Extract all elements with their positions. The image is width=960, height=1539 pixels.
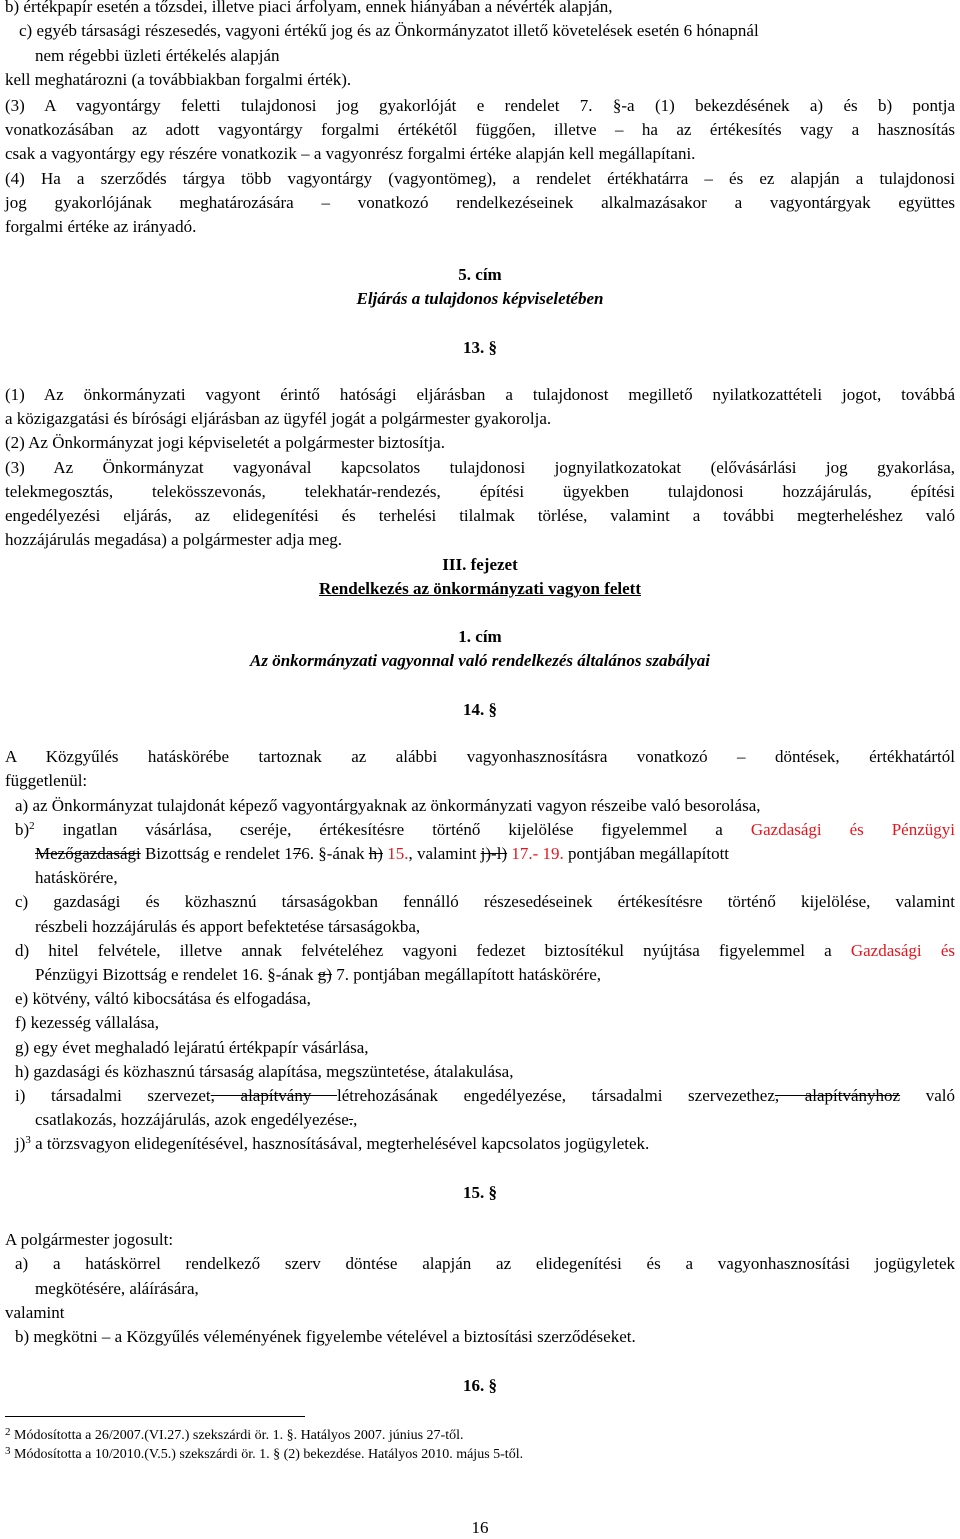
s14-item-g: g) egy évet meghaladó lejáratú értékpapír vásárlása, — [15, 1038, 369, 1057]
s15-item-a-line2: megkötésére, aláírására, — [35, 1279, 199, 1298]
s14-item-b-line3: hatáskörére, — [35, 868, 118, 887]
page-number: 16 — [471, 1518, 489, 1537]
s14-item-b-text: ingatlan vásárlása, cseréje, értékesítésre történő kijelölése figyelemmel a — [34, 820, 751, 839]
market-value-def: kell meghatározni (a továbbiakban forgalmi érték). — [5, 70, 352, 89]
s14-intro-line1: A Közgyűlés hatáskörébe tartoznak az alábbi vagyonhasznosításra vonatkozó – döntések, értékhatártól — [5, 747, 955, 766]
para-3-line1: (3) A vagyontárgy feletti tulajdonosi jog gyakorlóját e rendelet 7. §-a (1) bekezdésének a) és b) pontja — [5, 96, 955, 115]
s15-intro: A polgármester jogosult: — [5, 1230, 174, 1249]
s14-item-f: f) kezesség vállalása, — [15, 1013, 159, 1032]
s14-item-d-line1 — [15, 940, 955, 962]
chapter-3-name: Rendelkezés az önkormányzati vagyon felett — [318, 579, 641, 598]
footnote-ref-3[interactable]: 3 — [25, 1134, 31, 1146]
para-c-value: c) egyéb társasági részesedés, vagyoni értékű jog és az Önkormányzatot illető követelések esetén 6 hónapnál — [19, 21, 759, 40]
s14-item-b-line2 — [35, 843, 729, 865]
s14-item-i-text2: létrehozásának engedélyezése, társadalmi szervezethez — [336, 1086, 775, 1105]
s14-item-d-strike-g: g) — [317, 965, 332, 984]
section-15-heading: 15. § — [463, 1183, 497, 1202]
s14-item-b-committee-old: Mezőgazdasági — [35, 844, 141, 863]
s14-item-d-committee-new: Gazdasági és — [850, 941, 955, 960]
s13-p2: (2) Az Önkormányzat jogi képviseletét a polgármester biztosítja. — [5, 433, 445, 452]
s13-p3-line4: hozzájárulás megadása) a polgármester adja meg. — [5, 530, 343, 549]
section-14-heading: 14. § — [463, 700, 497, 719]
s14-item-d-text3: 7. pontjában megállapított hatáskörére, — [331, 965, 602, 984]
s13-p3-line2: telekmegosztás, telekösszevonás, telekhatár-rendezés, építési ügyekben tulajdonosi hozzájárulás, építési — [5, 482, 955, 501]
para-4-line1: (4) Ha a szerződés tárgya több vagyontárgy (vagyontömeg), a rendelet értékhatárra – és ez alapján a tulajdonosi — [5, 169, 955, 188]
s13-p1-line1: (1) Az önkormányzati vagyont érintő hatósági eljárásban a tulajdonost megillető nyilatkozattételi jogot, továbbá — [5, 385, 955, 404]
footnote-separator — [5, 1416, 305, 1417]
s14-item-b-text5: pontjában megállapított — [563, 844, 730, 863]
title-5-number: 5. cím — [458, 265, 502, 284]
s14-item-i-text: i) társadalmi szervezet — [15, 1086, 211, 1105]
s14-item-i-strike-2: , alapítványhoz — [774, 1086, 901, 1105]
title-1-number: 1. cím — [458, 627, 502, 646]
s14-item-b-strike-jl: j)-l) — [480, 844, 508, 863]
s14-item-i-strike-1: , alapítvány — [210, 1086, 337, 1105]
s14-item-b-text4: , valamint — [408, 844, 481, 863]
s14-item-h: h) gazdasági és közhasznú társaság alapítása, megszüntetése, átalakulása, — [15, 1062, 514, 1081]
s14-item-i-line2 — [35, 1109, 357, 1131]
s14-item-d-text2: Pénzügyi Bizottság e rendelet 16. §-ának — [35, 965, 318, 984]
footnote-3-text: Módosította a 10/2010.(V.5.) szekszárdi ör. 1. § (2) bekezdése. Hatályos 2010. május 5-től. — [10, 1447, 524, 1462]
footnote-2-number: 2 — [5, 1426, 11, 1438]
s13-p3-line1: (3) Az Önkormányzat vagyonával kapcsolatos tulajdonosi jognyilatkozatokat (elővásárlási jog gyakorlása, — [5, 458, 955, 477]
s14-item-d-line2 — [35, 964, 601, 986]
s14-item-i-strike-3: . — [348, 1110, 354, 1129]
s14-item-d-text: d) hitel felvétele, illetve annak felvételéhez vagyoni fedezet biztosítékul nyújtása figyelemmel a — [15, 941, 851, 960]
para-4-line3: forgalmi értéke az irányadó. — [5, 217, 197, 236]
s14-item-j — [15, 1133, 649, 1155]
s14-item-b-text3: 6. §-ának — [301, 844, 369, 863]
s14-item-a: a) az Önkormányzat tulajdonát képező vagyontárgyaknak az önkormányzati vagyon részeibe való besorolása, — [15, 796, 761, 815]
section-16-heading: 16. § — [463, 1376, 497, 1395]
s15-item-b: b) megkötni – a Közgyűlés véleményének figyelembe vételével a biztosítási szerződéseket. — [15, 1327, 636, 1346]
s14-item-j-text: a törzsvagyon elidegenítésével, hasznosításával, megterhelésével kapcsolatos jogügyletek. — [30, 1134, 650, 1153]
footnote-2-text: Módosította a 26/2007.(VI.27.) szekszárdi ör. 1. §. Hatályos 2007. június 27-től. — [10, 1428, 464, 1443]
para-4-line2: jog gyakorlójának meghatározására – vonatkozó rendelkezéseinek alkalmazásakor a vagyontárgyak együttes — [5, 193, 955, 212]
title-5-name: Eljárás a tulajdonos képviseletében — [356, 289, 604, 308]
s14-item-c-line2: részbeli hozzájárulás és apport befektetése társaságokba, — [35, 917, 421, 936]
footnote-2 — [5, 1428, 464, 1444]
s14-item-b-strike-7: 7 — [292, 844, 302, 863]
para-3-line2: vonatkozásában az adott vagyontárgy forgalmi értékétől függően, illetve – ha az értékesítés vagy a hasznosítás — [5, 120, 955, 139]
s14-item-j-marker: j) — [15, 1134, 26, 1153]
s14-item-i-text4: csatlakozás, hozzájárulás, azok engedélyezése — [35, 1110, 349, 1129]
s14-item-b-committee-new: Gazdasági és Pénzügyi — [750, 820, 955, 839]
s15-item-a-line1: a) a hatáskörrel rendelkező szerv döntése alapján az elidegenítési és a vagyonhasznosítási jogügyletek — [15, 1254, 955, 1273]
para-3-line3: csak a vagyontárgy egy részére vonatkozik – a vagyonrész forgalmi értéke alapján kell megállapítani. — [5, 144, 696, 163]
section-13-heading: 13. § — [463, 338, 497, 357]
footnote-3 — [5, 1447, 523, 1463]
s14-item-b-new-1719: 17.- 19. — [511, 844, 564, 863]
s14-item-i-line1 — [15, 1085, 955, 1107]
para-c-value-cont: nem régebbi üzleti értékelés alapján — [35, 46, 280, 65]
title-1-name: Az önkormányzati vagyonnal való rendelkezés általános szabályai — [250, 651, 710, 670]
s14-item-i-text5: , — [353, 1110, 358, 1129]
para-b-value: b) értékpapír esetén a tőzsdei, illetve piaci árfolyam, ennek hiányában a névérték alapján, — [5, 0, 613, 16]
s14-intro-line2: függetlenül: — [5, 771, 88, 790]
s14-item-e: e) kötvény, váltó kibocsátása és elfogadása, — [15, 989, 311, 1008]
s13-p1-line2: a közigazgatási és bírósági eljárásban az ügyfél jogát a polgármester gyakorolja. — [5, 409, 552, 428]
s13-p3-line3: engedélyezési eljárás, az elidegenítési és terhelési tilalmak törlése, valamint a további megterheléshez való — [5, 506, 955, 525]
s14-item-b-marker: b) — [15, 820, 30, 839]
footnote-ref-2[interactable]: 2 — [29, 820, 35, 832]
s14-item-i-text3: való — [900, 1086, 955, 1105]
chapter-3-number: III. fejezet — [442, 555, 518, 574]
s14-item-b-text2: Bizottság e rendelet 1 — [140, 844, 293, 863]
footnote-3-number: 3 — [5, 1445, 11, 1457]
s15-valamint: valamint — [5, 1303, 65, 1322]
s14-item-b-new-15: 15. — [387, 844, 409, 863]
s14-item-b-line1 — [15, 819, 955, 841]
s14-item-b-strike-h: h) — [368, 844, 383, 863]
s14-item-c-line1: c) gazdasági és közhasznú társaságokban fennálló részesedéseinek értékesítésre történő kijelölése, valamint — [15, 892, 955, 911]
